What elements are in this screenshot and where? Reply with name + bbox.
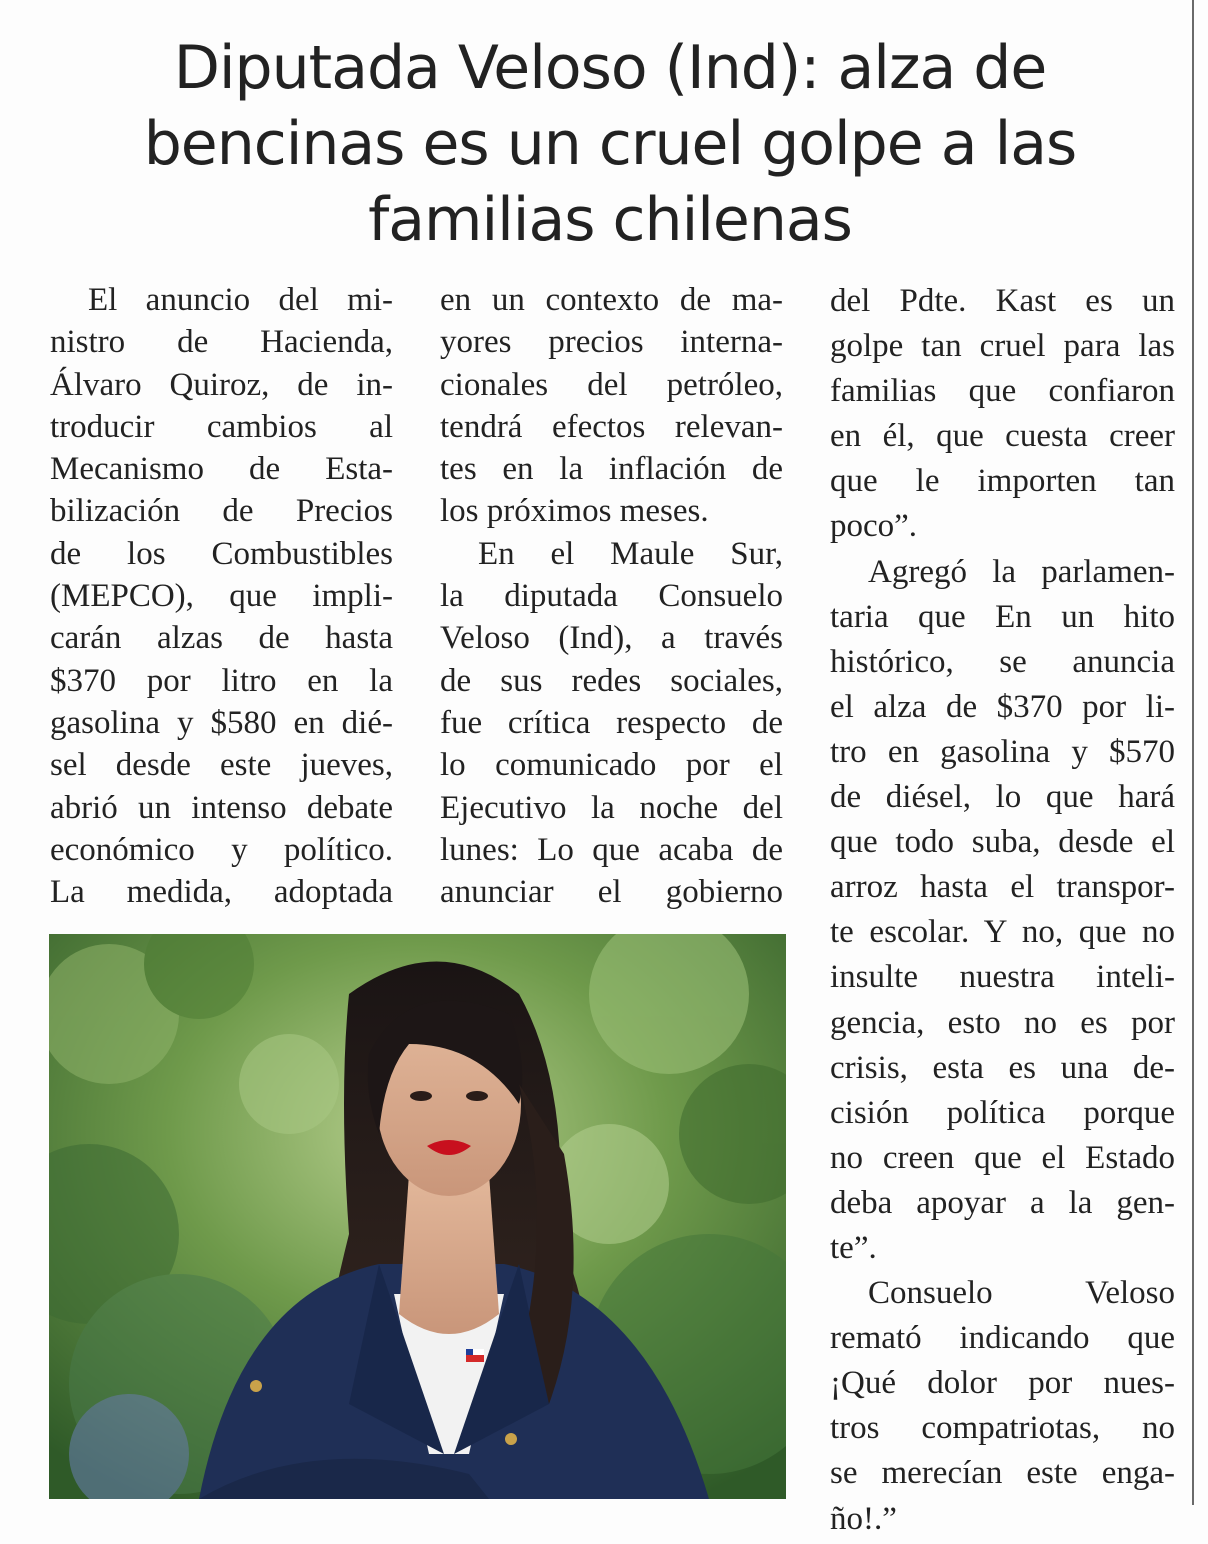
- text-line: bilización de Precios: [50, 493, 393, 530]
- text-line: que todo suba, desde el: [830, 824, 1175, 861]
- text-line: Veloso (Ind), a través: [440, 620, 783, 657]
- text-line: (MEPCO), que impli-: [50, 578, 393, 615]
- text-line: arroz hasta el transpor-: [830, 869, 1175, 906]
- text-line: te”.: [830, 1229, 877, 1266]
- text-line: Mecanismo de Esta-: [50, 451, 393, 488]
- portrait-photo: [49, 934, 786, 1499]
- text-line: poco”.: [830, 508, 918, 545]
- text-line: lo comunicado por el: [440, 747, 783, 784]
- text-line: cisión política porque: [830, 1094, 1175, 1131]
- text-line: gasolina y $580 en dié-: [50, 704, 393, 741]
- article-column-2: [440, 279, 783, 913]
- text-line: tendrá efectos relevan-: [440, 408, 783, 445]
- column-rule: [1192, 0, 1194, 1505]
- text-line: remató indicando que: [830, 1320, 1175, 1357]
- text-line: Álvaro Quiroz, de in-: [50, 366, 393, 403]
- text-line: te escolar. Y no, que no: [830, 914, 1175, 951]
- text-line: los próximos meses.: [440, 493, 709, 530]
- text-line: tro en gasolina y $570: [830, 733, 1175, 770]
- text-line: abrió un intenso debate: [50, 789, 393, 826]
- text-line: tros compatriotas, no: [830, 1410, 1175, 1447]
- text-line: la diputada Consuelo: [440, 578, 783, 615]
- text-line: crisis, esta es una de-: [830, 1049, 1175, 1086]
- text-line: deba apoyar a la gen-: [830, 1184, 1175, 1221]
- text-line: en él, que cuesta creer: [830, 418, 1175, 455]
- headline: [30, 30, 1190, 258]
- text-line: yores precios interna-: [440, 324, 783, 361]
- text-line: La medida, adoptada: [50, 874, 393, 911]
- text-line: sel desde este jueves,: [50, 747, 393, 784]
- headline-line-2: bencinas es un cruel golpe a las: [143, 109, 1077, 179]
- text-line: cionales del petróleo,: [440, 366, 783, 403]
- text-line: familias que confiaron: [830, 373, 1175, 410]
- text-line: En el Maule Sur,: [478, 535, 783, 572]
- headline-line-1: Diputada Veloso (Ind): alza de: [173, 33, 1047, 103]
- text-line: Agregó la parlamen-: [868, 553, 1175, 590]
- text-line: ¡Qué dolor por nues-: [830, 1365, 1175, 1402]
- article-column-1: [50, 279, 393, 913]
- text-line: no creen que el Estado: [830, 1139, 1175, 1176]
- text-line: carán alzas de hasta: [50, 620, 393, 657]
- text-line: gencia, esto no es por: [830, 1004, 1175, 1041]
- text-line: tes en la inflación de: [440, 451, 783, 488]
- text-line: El anuncio del mi-: [88, 282, 393, 318]
- text-line: taria que En un hito: [830, 598, 1175, 635]
- text-line: que le importen tan: [830, 463, 1175, 500]
- text-line: $370 por litro en la: [50, 662, 393, 699]
- text-line: Ejecutivo la noche del: [440, 789, 783, 826]
- text-line: de los Combustibles: [50, 535, 393, 572]
- text-line: lunes: Lo que acaba de: [440, 831, 783, 868]
- headline-line-3: familias chilenas: [368, 185, 852, 255]
- text-line: insulte nuestra inteli-: [830, 959, 1175, 996]
- text-line: histórico, se anuncia: [830, 643, 1175, 680]
- text-line: del Pdte. Kast es un: [830, 283, 1175, 319]
- text-line: de diésel, lo que hará: [830, 779, 1175, 816]
- text-line: fue crítica respecto de: [440, 704, 783, 741]
- text-line: se merecían este enga-: [830, 1455, 1175, 1492]
- text-line: ño!.”: [830, 1500, 897, 1537]
- text-line: económico y político.: [50, 831, 393, 868]
- article-column-3: [830, 279, 1175, 1542]
- text-line: troducir cambios al: [50, 408, 393, 445]
- text-line: de sus redes sociales,: [440, 662, 783, 699]
- text-line: en un contexto de ma-: [440, 282, 783, 318]
- text-line: anunciar el gobierno: [440, 874, 783, 911]
- text-line: golpe tan cruel para las: [830, 328, 1175, 365]
- text-line: Consuelo Veloso: [868, 1275, 1175, 1312]
- text-line: nistro de Hacienda,: [50, 324, 393, 361]
- text-line: el alza de $370 por li-: [830, 688, 1175, 725]
